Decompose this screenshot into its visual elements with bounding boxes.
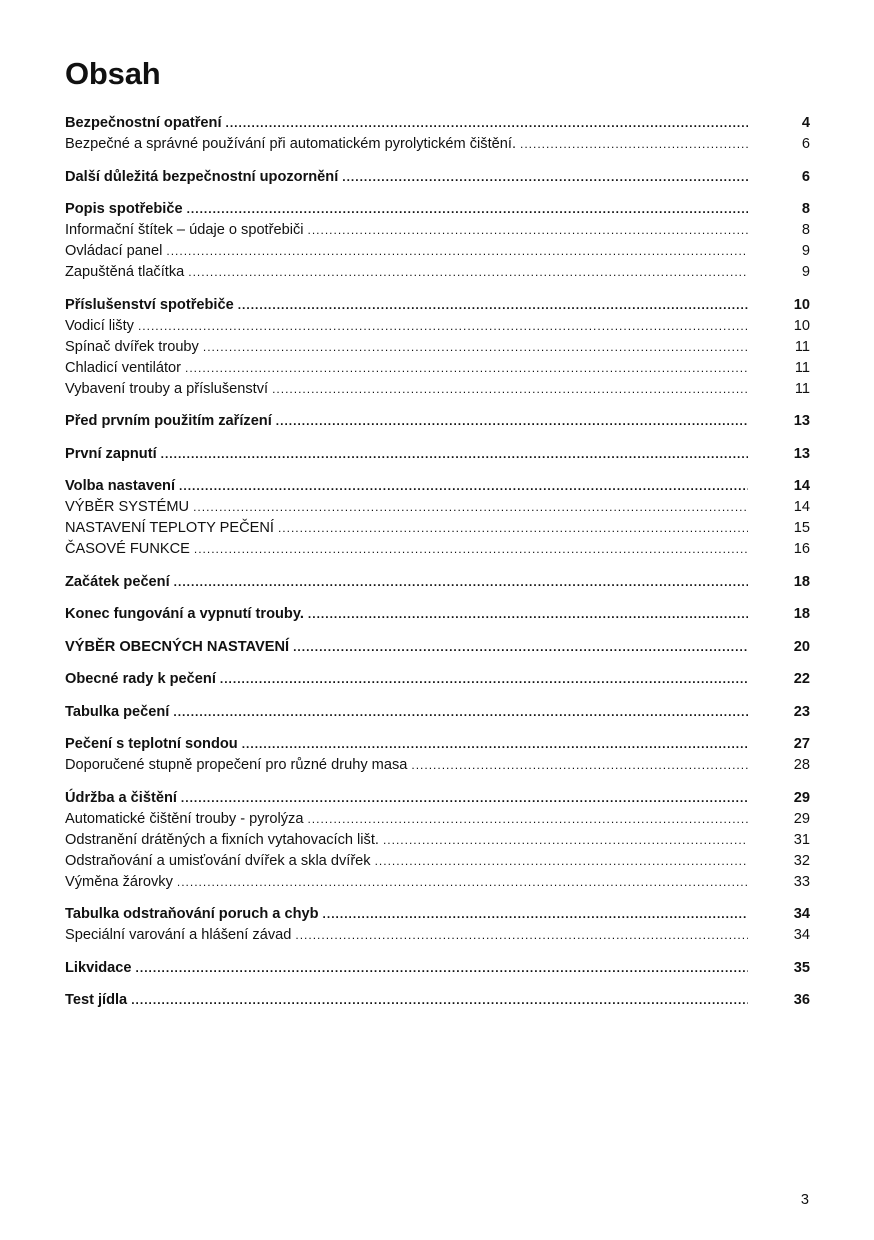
dot-leader xyxy=(295,925,748,946)
toc-group xyxy=(65,113,810,155)
toc-entry-label: Volba nastavení xyxy=(65,478,176,494)
toc-section-entry[interactable] xyxy=(65,958,810,979)
toc-entry-label: VÝBĚR SYSTÉMU xyxy=(65,499,190,515)
table-of-contents xyxy=(65,113,810,1023)
page-number: 3 xyxy=(800,1192,809,1208)
toc-subsection-entry[interactable] xyxy=(65,872,810,893)
dot-leader xyxy=(276,411,748,432)
toc-entry-label: Výměna žárovky xyxy=(65,873,173,890)
toc-entry-label: Tabulka odstraňování poruch a chyb xyxy=(65,906,319,922)
toc-entry-page: 14 xyxy=(793,478,810,494)
dot-leader xyxy=(293,637,748,658)
toc-subsection-entry[interactable] xyxy=(65,755,810,776)
toc-entry-page: 32 xyxy=(793,852,810,869)
toc-section-entry[interactable] xyxy=(65,669,810,690)
toc-subsection-entry[interactable] xyxy=(65,539,810,560)
dot-leader xyxy=(185,358,748,379)
toc-entry-page: 11 xyxy=(794,359,810,376)
toc-entry-page: 35 xyxy=(793,959,810,976)
toc-entry-label: Údržba a čištění xyxy=(65,789,177,806)
toc-entry-page: 8 xyxy=(801,222,810,238)
toc-section-entry[interactable] xyxy=(65,734,810,755)
dot-leader xyxy=(383,830,748,851)
dot-leader xyxy=(177,872,748,893)
toc-entry-label: Pečení s teplotní sondou xyxy=(65,736,238,752)
toc-entry-label: Odstraňování a umisťování dvířek a skla dvířek xyxy=(65,852,371,869)
toc-subsection-entry[interactable] xyxy=(65,220,810,241)
toc-group xyxy=(65,958,810,979)
toc-entry-label: Popis spotřebiče xyxy=(65,201,183,217)
toc-entry-label: Konec fungování a vypnutí trouby. xyxy=(65,606,304,622)
toc-entry-label: Odstranění drátěných a fixních vytahovacích lišt. xyxy=(65,831,379,848)
toc-subsection-entry[interactable] xyxy=(65,809,810,830)
page-title: Obsah xyxy=(65,56,161,91)
toc-entry-page: 18 xyxy=(793,573,810,590)
toc-section-entry[interactable] xyxy=(65,199,810,220)
toc-entry-page: 20 xyxy=(793,638,810,655)
toc-entry-page: 22 xyxy=(793,671,810,687)
toc-group xyxy=(65,990,810,1011)
toc-entry-label: Ovládací panel xyxy=(65,243,163,259)
dot-leader xyxy=(238,295,748,316)
toc-subsection-entry[interactable] xyxy=(65,358,810,379)
toc-subsection-entry[interactable] xyxy=(65,241,810,262)
toc-section-entry[interactable] xyxy=(65,295,810,316)
toc-entry-label: Likvidace xyxy=(65,959,132,976)
dot-leader xyxy=(181,788,748,809)
dot-leader xyxy=(166,241,748,262)
toc-entry-label: Chladicí ventilátor xyxy=(65,359,181,376)
toc-section-entry[interactable] xyxy=(65,702,810,723)
toc-section-entry[interactable] xyxy=(65,113,810,134)
toc-entry-label: VÝBĚR OBECNÝCH NASTAVENÍ xyxy=(65,638,290,655)
toc-section-entry[interactable] xyxy=(65,411,810,432)
toc-entry-page: 29 xyxy=(793,810,810,827)
dot-leader xyxy=(193,497,748,518)
toc-entry-page: 18 xyxy=(793,606,810,622)
toc-entry-label: Test jídla xyxy=(65,992,128,1008)
toc-entry-label: Automatické čištění trouby - pyrolýza xyxy=(65,810,304,827)
toc-entry-page: 8 xyxy=(801,201,810,217)
toc-subsection-entry[interactable] xyxy=(65,830,810,851)
toc-entry-page: 14 xyxy=(793,499,810,515)
toc-entry-page: 27 xyxy=(793,736,810,752)
toc-entry-page: 6 xyxy=(801,136,810,152)
toc-entry-page: 29 xyxy=(793,789,810,806)
toc-entry-label: Příslušenství spotřebiče xyxy=(65,296,234,313)
toc-entry-page: 28 xyxy=(793,757,810,773)
toc-entry-label: Další důležitá bezpečnostní upozornění xyxy=(65,168,339,185)
dot-leader xyxy=(272,379,748,400)
dot-leader xyxy=(136,958,748,979)
dot-leader xyxy=(308,604,748,625)
toc-entry-page: 16 xyxy=(793,541,810,557)
toc-entry-page: 15 xyxy=(793,520,810,536)
toc-entry-page: 31 xyxy=(793,831,810,848)
toc-section-entry[interactable] xyxy=(65,904,810,925)
toc-entry-page: 36 xyxy=(793,992,810,1008)
dot-leader xyxy=(138,316,748,337)
toc-subsection-entry[interactable] xyxy=(65,316,810,337)
toc-entry-label: Tabulka pečení xyxy=(65,703,170,720)
toc-subsection-entry[interactable] xyxy=(65,518,810,539)
toc-entry-page: 9 xyxy=(801,264,810,280)
dot-leader xyxy=(188,262,748,283)
toc-entry-label: Speciální varování a hlášení závad xyxy=(65,927,292,943)
toc-entry-label: Informační štítek – údaje o spotřebiči xyxy=(65,222,304,238)
dot-leader xyxy=(226,113,749,134)
dot-leader xyxy=(203,337,748,358)
toc-group xyxy=(65,637,810,658)
dot-leader xyxy=(342,167,748,188)
dot-leader xyxy=(411,755,748,776)
toc-entry-label: Vybavení trouby a příslušenství xyxy=(65,380,269,397)
toc-group xyxy=(65,702,810,723)
toc-group xyxy=(65,788,810,893)
toc-subsection-entry[interactable] xyxy=(65,497,810,518)
dot-leader xyxy=(307,809,748,830)
toc-group xyxy=(65,295,810,400)
toc-subsection-entry[interactable] xyxy=(65,134,810,155)
toc-entry-page: 10 xyxy=(793,296,810,313)
toc-entry-page: 34 xyxy=(793,927,810,943)
toc-entry-label: Začátek pečení xyxy=(65,573,170,590)
toc-entry-page: 13 xyxy=(793,445,810,462)
toc-section-entry[interactable] xyxy=(65,476,810,497)
toc-entry-page: 4 xyxy=(801,115,810,131)
toc-entry-label: Zapuštěná tlačítka xyxy=(65,264,185,280)
toc-section-entry[interactable] xyxy=(65,167,810,188)
toc-entry-label: Bezpečnostní opatření xyxy=(65,115,222,131)
toc-group xyxy=(65,734,810,776)
toc-group xyxy=(65,669,810,690)
toc-group xyxy=(65,572,810,593)
toc-group xyxy=(65,411,810,432)
dot-leader xyxy=(174,572,748,593)
toc-group xyxy=(65,444,810,465)
toc-group xyxy=(65,476,810,560)
dot-leader xyxy=(187,199,748,220)
dot-leader xyxy=(323,904,748,925)
dot-leader xyxy=(375,851,748,872)
toc-entry-page: 33 xyxy=(793,873,810,890)
toc-entry-page: 11 xyxy=(794,380,810,397)
toc-group xyxy=(65,604,810,625)
dot-leader xyxy=(194,539,748,560)
toc-entry-page: 34 xyxy=(793,906,810,922)
toc-subsection-entry[interactable] xyxy=(65,851,810,872)
toc-entry-page: 23 xyxy=(793,703,810,720)
dot-leader xyxy=(173,702,748,723)
toc-entry-page: 13 xyxy=(793,413,810,429)
toc-entry-label: Doporučené stupně propečení pro různé druhy masa xyxy=(65,757,408,773)
toc-subsection-entry[interactable] xyxy=(65,925,810,946)
toc-section-entry[interactable] xyxy=(65,637,810,658)
toc-entry-label: První zapnutí xyxy=(65,445,157,462)
toc-entry-label: Vodicí lišty xyxy=(65,317,134,334)
toc-group xyxy=(65,167,810,188)
dot-leader xyxy=(179,476,748,497)
dot-leader xyxy=(242,734,748,755)
toc-entry-label: Bezpečné a správné používání při automatickém pyrolytickém čištění. xyxy=(65,136,516,152)
toc-section-entry[interactable] xyxy=(65,788,810,809)
toc-entry-page: 10 xyxy=(793,317,810,334)
dot-leader xyxy=(220,669,748,690)
toc-section-entry[interactable] xyxy=(65,990,810,1011)
toc-entry-label: NASTAVENÍ TEPLOTY PEČENÍ xyxy=(65,520,274,536)
dot-leader xyxy=(520,134,748,155)
toc-entry-page: 11 xyxy=(794,338,810,355)
dot-leader xyxy=(161,444,748,465)
toc-group xyxy=(65,199,810,283)
toc-subsection-entry[interactable] xyxy=(65,379,810,400)
toc-entry-label: Spínač dvířek trouby xyxy=(65,338,199,355)
toc-subsection-entry[interactable] xyxy=(65,337,810,358)
dot-leader xyxy=(278,518,748,539)
dot-leader xyxy=(131,990,748,1011)
toc-subsection-entry[interactable] xyxy=(65,262,810,283)
dot-leader xyxy=(308,220,749,241)
toc-group xyxy=(65,904,810,946)
toc-section-entry[interactable] xyxy=(65,572,810,593)
toc-entry-label: Před prvním použitím zařízení xyxy=(65,413,272,429)
toc-entry-page: 6 xyxy=(801,168,810,185)
toc-section-entry[interactable] xyxy=(65,604,810,625)
toc-entry-label: ČASOVÉ FUNKCE xyxy=(65,541,190,557)
toc-entry-label: Obecné rady k pečení xyxy=(65,671,216,687)
toc-entry-page: 9 xyxy=(801,243,810,259)
toc-section-entry[interactable] xyxy=(65,444,810,465)
